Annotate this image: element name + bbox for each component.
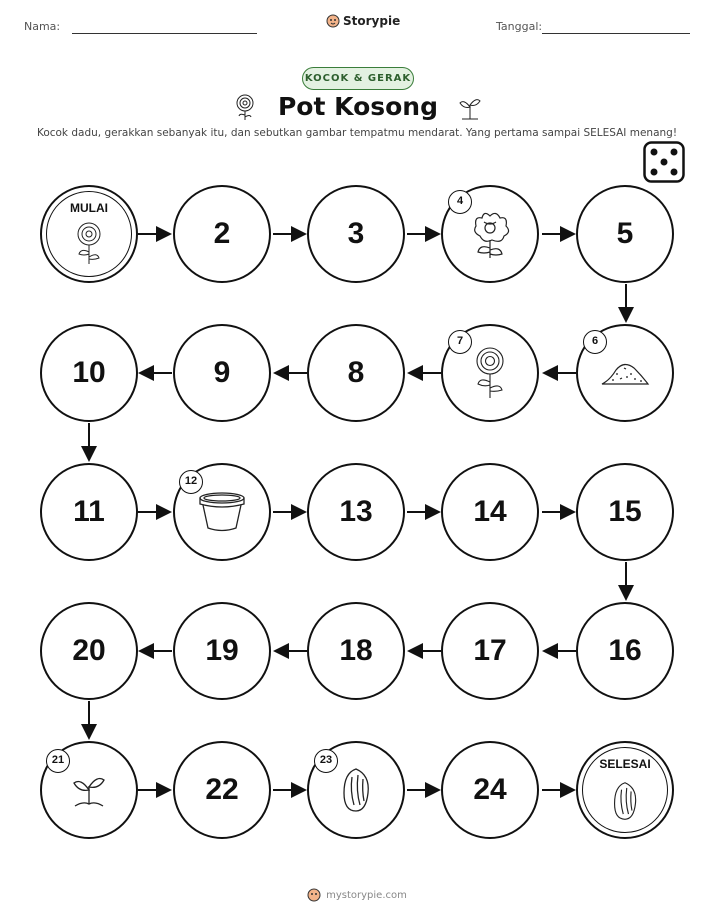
- square-number: 5: [616, 217, 634, 250]
- square-10: [40, 324, 138, 422]
- square-9: [173, 324, 271, 422]
- square-2: [173, 185, 271, 283]
- start-label: MULAI: [70, 201, 108, 215]
- seed-icon: [340, 767, 372, 813]
- square-number: 17: [473, 634, 507, 667]
- square-13: [307, 463, 405, 561]
- footer-url[interactable]: mystorypie.com: [326, 889, 407, 901]
- square-number: 8: [347, 356, 365, 389]
- category-badge: KOCOK & GERAK: [302, 67, 414, 90]
- instructions: Kocok dadu, gerakkan sebanyak itu, dan sebutkan gambar tempatmu mendarat. Yang pertama sampai SELESAI menang!: [36, 127, 678, 139]
- square-22: [173, 741, 271, 839]
- brand-name: Storypie: [343, 14, 401, 28]
- square-16: [576, 602, 674, 700]
- square-24: [441, 741, 539, 839]
- square-number: 24: [473, 773, 507, 806]
- square-14: [441, 463, 539, 561]
- empty-pot-icon: [197, 490, 247, 534]
- square-17: [441, 602, 539, 700]
- square-20: [40, 602, 138, 700]
- square-15: [576, 463, 674, 561]
- square-number: 19: [205, 634, 239, 667]
- finish-label: SELESAI: [599, 757, 651, 771]
- square-number: 14: [473, 495, 507, 528]
- square-19: [173, 602, 271, 700]
- square-number: 22: [205, 773, 239, 806]
- square-number: 18: [339, 634, 373, 667]
- finish-square: [576, 741, 674, 839]
- square-number: 13: [339, 495, 373, 528]
- logo-icon: [307, 888, 321, 902]
- square-number: 16: [608, 634, 642, 667]
- square-5: [576, 185, 674, 283]
- square-18: [307, 602, 405, 700]
- square-8: [307, 324, 405, 422]
- square-number: 3: [347, 217, 365, 250]
- square-number: 10: [72, 356, 106, 389]
- square-number: 2: [213, 217, 231, 250]
- footer: [0, 888, 714, 902]
- page-title: Pot Kosong: [277, 92, 438, 121]
- square-7-badge: 7: [448, 330, 472, 354]
- sprout-icon: [69, 770, 109, 810]
- name-label: Nama:: [24, 20, 61, 33]
- square-6-badge: 6: [583, 330, 607, 354]
- square-number: 11: [73, 495, 105, 528]
- date-label: Tanggal:: [496, 20, 543, 33]
- square-11: [40, 463, 138, 561]
- square-3: [307, 185, 405, 283]
- start-square: [40, 185, 138, 283]
- square-number: 9: [213, 356, 231, 389]
- square-number: 15: [608, 495, 642, 528]
- square-number: 20: [72, 634, 106, 667]
- square-23-badge: 23: [314, 749, 338, 773]
- soil-pile-icon: [600, 358, 650, 388]
- square-21-badge: 21: [46, 749, 70, 773]
- square-12-badge: 12: [179, 470, 203, 494]
- square-4-badge: 4: [448, 190, 472, 214]
- chrysanthemum-icon: [470, 346, 510, 400]
- flower-icon: [466, 208, 514, 260]
